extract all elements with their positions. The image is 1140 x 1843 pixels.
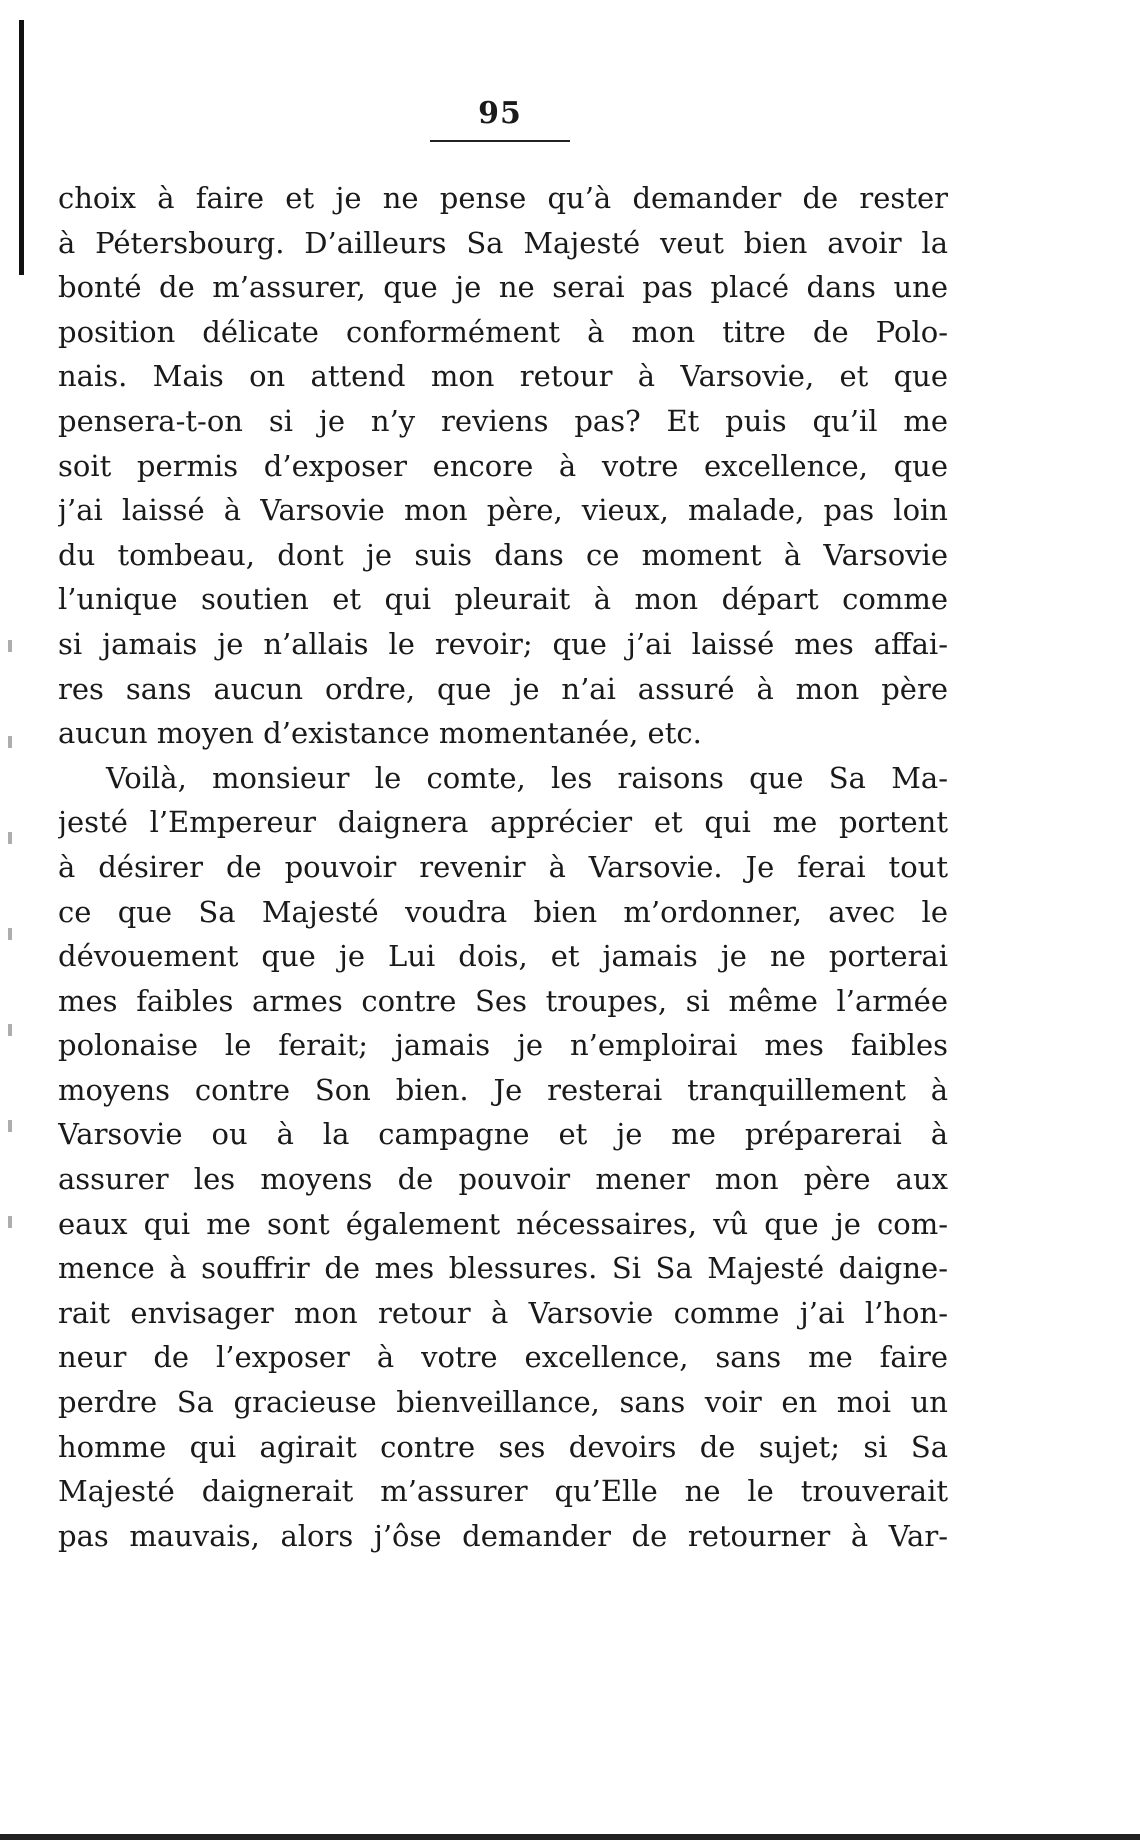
text-line: homme qui agirait contre ses devoirs de sujet; si Sa	[58, 1429, 948, 1464]
text-line: rait envisager mon retour à Varsovie comme j’ai l’hon-	[58, 1295, 948, 1330]
text-line: dévouement que je Lui dois, et jamais je ne porterai	[58, 939, 948, 974]
paragraph-start-line: Voilà, monsieur le comte, les raisons que Sa Ma-	[106, 760, 948, 795]
bottom-scan-edge	[0, 1834, 1140, 1840]
text-line: Majesté daignerait m’assurer qu’Elle ne le trouverait	[58, 1474, 948, 1509]
text-line: neur de l’exposer à votre excellence, sans me faire	[58, 1340, 948, 1375]
text-line: mence à souffrir de mes blessures. Si Sa Majesté daigne-	[58, 1251, 948, 1286]
text-line: soit permis d’exposer encore à votre excellence, que	[58, 448, 948, 483]
text-line: assurer les moyens de pouvoir mener mon père aux	[58, 1162, 948, 1197]
page-number: 95	[478, 96, 522, 131]
text-line: choix à faire et je ne pense qu’à demander de rester	[58, 181, 948, 215]
text-line: nais. Mais on attend mon retour à Varsovie, et que	[58, 359, 948, 394]
paragraph-end-line: aucun moyen d’existance momentanée, etc.	[58, 716, 702, 751]
text-line: position délicate conformément à mon titre de Polo-	[58, 314, 948, 349]
text-line: bonté de m’assurer, que je ne serai pas placé dans une	[58, 270, 948, 305]
text-line: jesté l’Empereur daignera apprécier et qui me portent	[58, 805, 948, 840]
text-line: moyens contre Son bien. Je resterai tranquillement à	[58, 1072, 948, 1107]
text-line: perdre Sa gracieuse bienveillance, sans voir en moi un	[58, 1385, 948, 1420]
text-line: mes faibles armes contre Ses troupes, si même l’armée	[58, 983, 948, 1018]
page-number-rule	[430, 140, 570, 142]
left-margin-scan-specks	[8, 600, 12, 1260]
text-line: à désirer de pouvoir revenir à Varsovie. Je ferai tout	[58, 849, 948, 884]
text-line: pensera-t-on si je n’y reviens pas? Et puis qu’il me	[58, 403, 948, 438]
text-line: du tombeau, dont je suis dans ce moment à Varsovie	[58, 537, 948, 572]
text-line: eaux qui me sont également nécessaires, vû que je com-	[58, 1206, 948, 1241]
text-line: pas mauvais, alors j’ôse demander de retourner à Var-	[58, 1518, 948, 1553]
text-line: si jamais je n’allais le revoir; que j’ai laissé mes affai-	[58, 626, 948, 661]
left-margin-scan-rule	[19, 20, 24, 275]
body-text	[58, 176, 948, 1558]
text-line: res sans aucun ordre, que je n’ai assuré à mon père	[58, 671, 948, 706]
text-line: Varsovie ou à la campagne et je me préparerai à	[58, 1117, 948, 1152]
text-line: j’ai laissé à Varsovie mon père, vieux, malade, pas loin	[58, 493, 948, 528]
text-line: polonaise le ferait; jamais je n’emploirai mes faibles	[58, 1028, 948, 1063]
text-line: l’unique soutien et qui pleurait à mon départ comme	[58, 582, 948, 617]
text-line: à Pétersbourg. D’ailleurs Sa Majesté veut bien avoir la	[58, 225, 948, 260]
text-line: ce que Sa Majesté voudra bien m’ordonner, avec le	[58, 894, 948, 929]
